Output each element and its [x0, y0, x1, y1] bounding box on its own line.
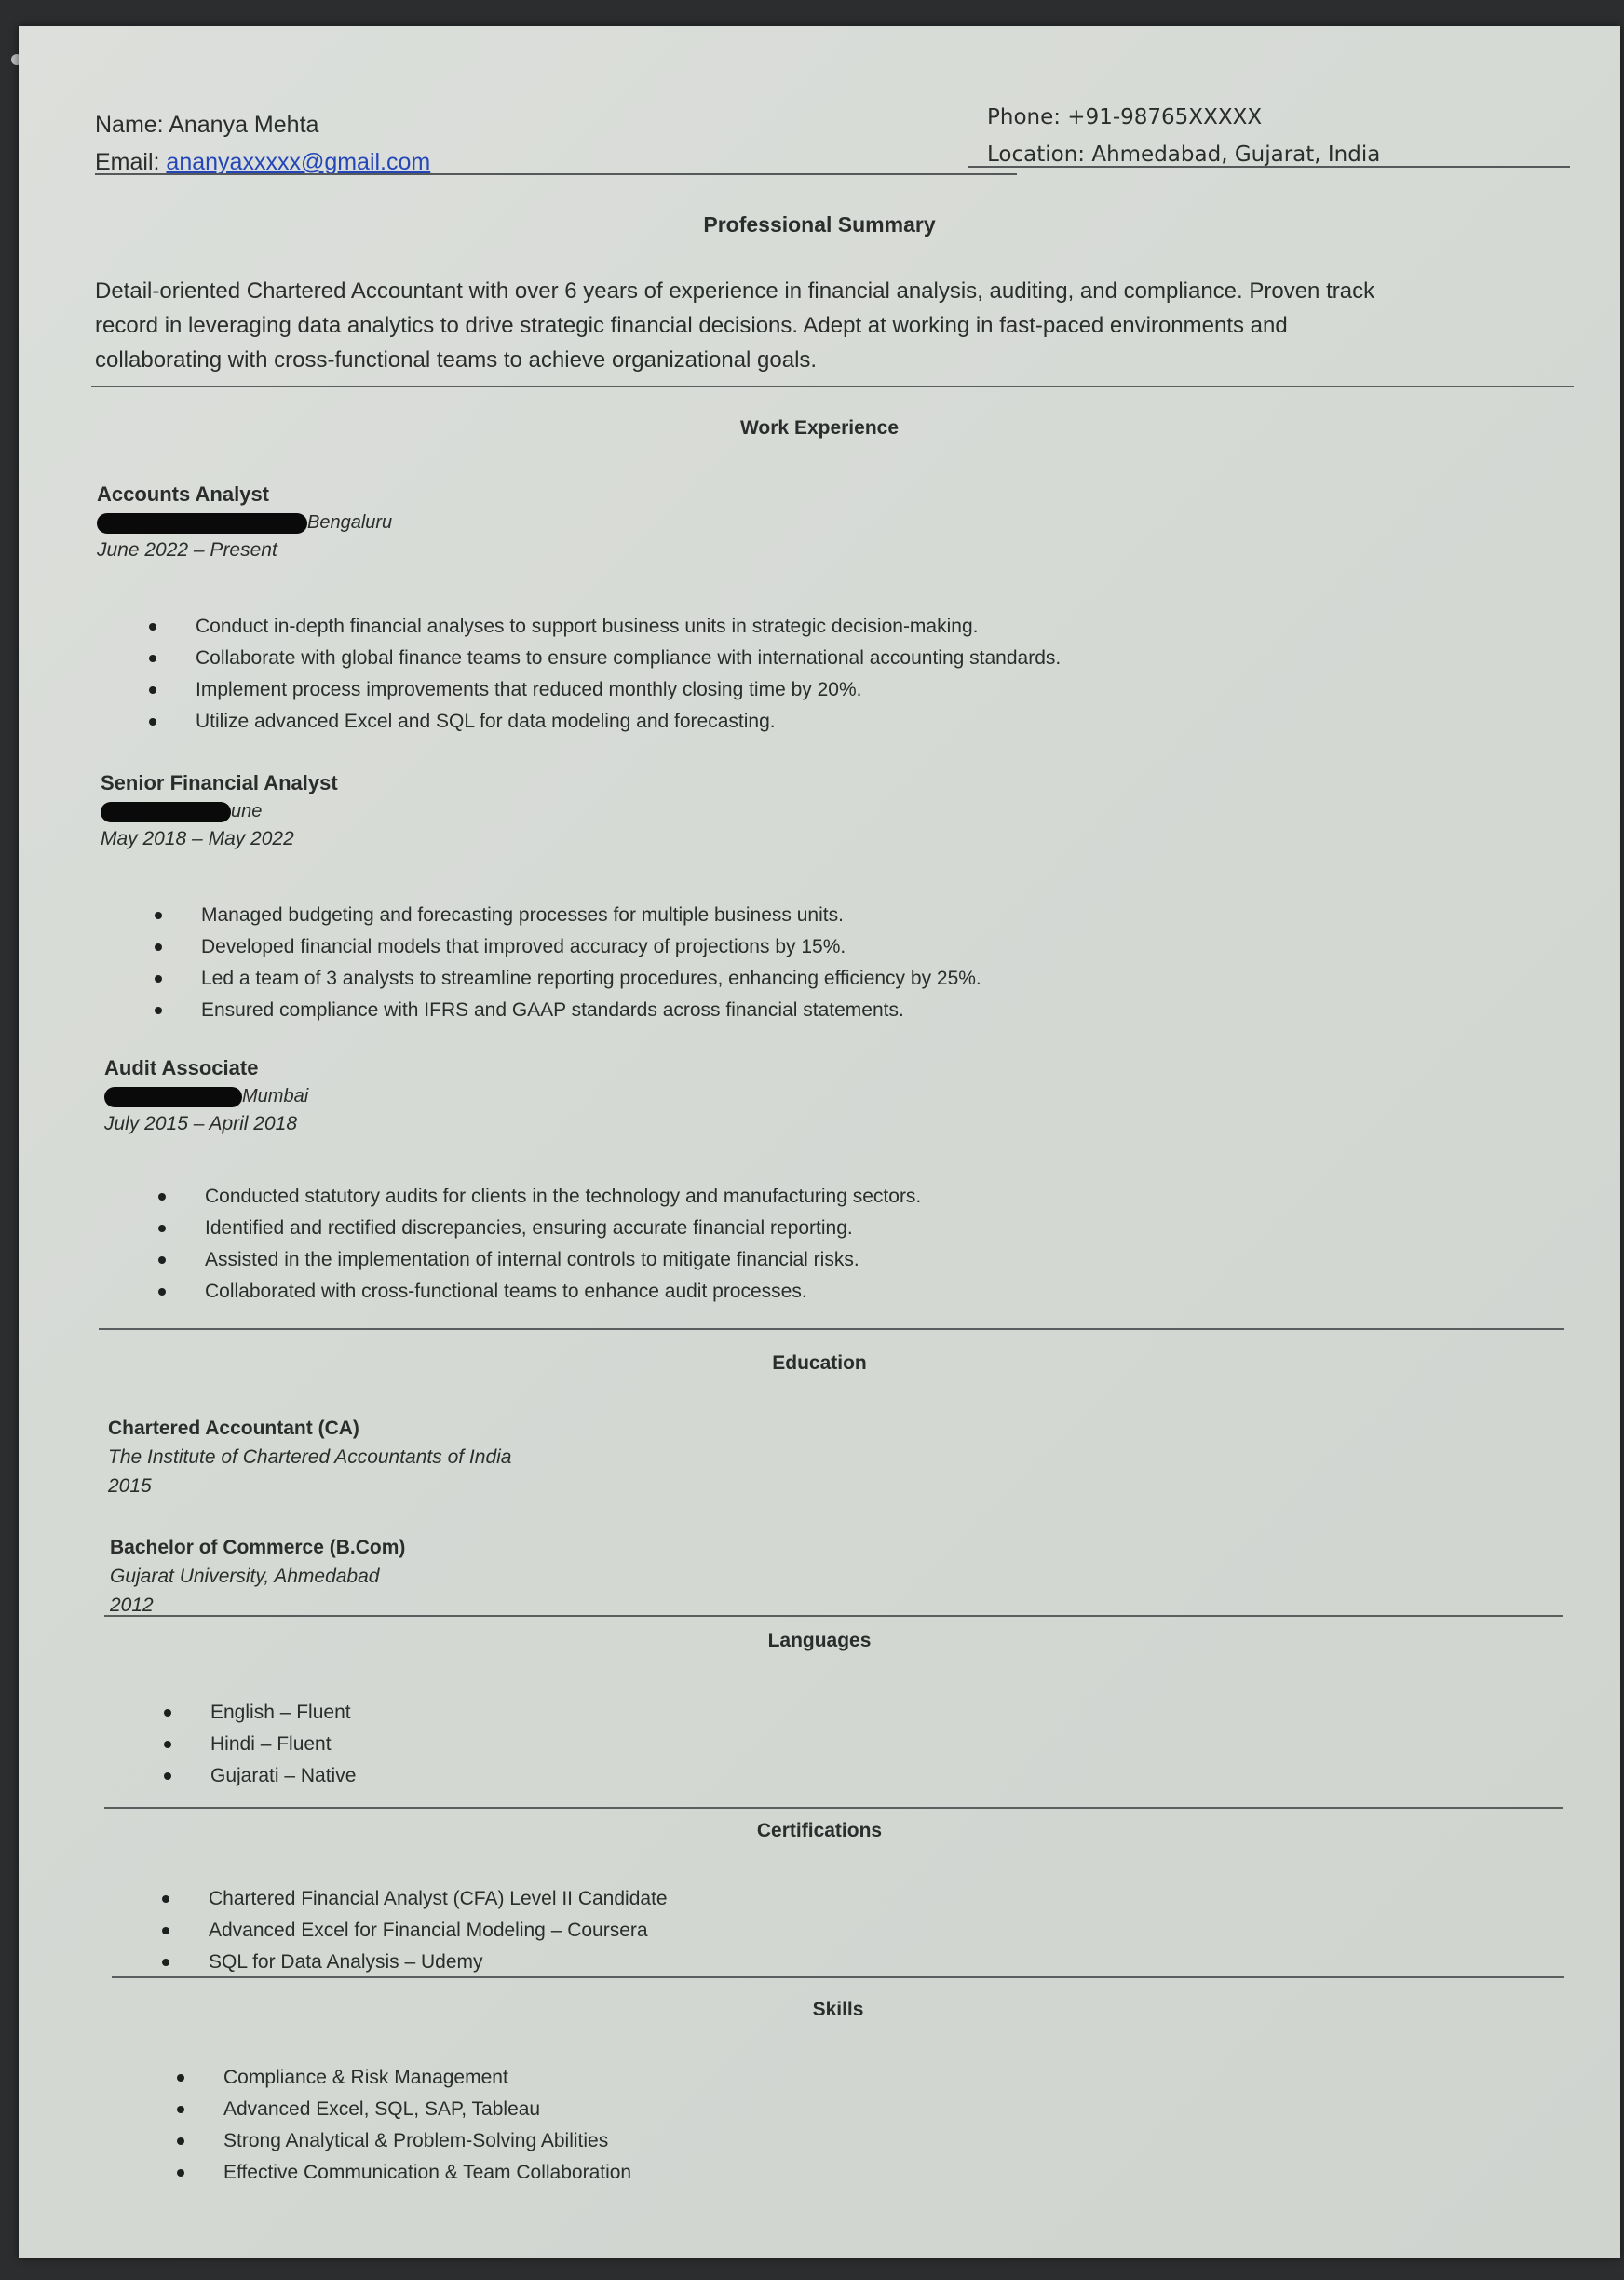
redacted-company [101, 802, 231, 822]
skills-list [177, 2062, 631, 2189]
job-title: Audit Associate [104, 1056, 259, 1079]
job-entry [101, 769, 338, 853]
list-item: English – Fluent [164, 1697, 356, 1729]
job-company [97, 509, 392, 536]
email-row [95, 143, 430, 181]
job-title: Senior Financial Analyst [101, 771, 338, 794]
redacted-company [104, 1087, 242, 1107]
summary-line: Detail-oriented Chartered Accountant with over 6 years of experience in financial analysis, auditing, and compliance. Proven track [95, 278, 1375, 304]
job-title: Accounts Analyst [97, 482, 270, 506]
job-bullets [158, 1181, 921, 1308]
list-item: Strong Analytical & Problem-Solving Abilities [177, 2125, 631, 2157]
section-divider [91, 386, 1574, 387]
list-item: Conduct in-depth financial analyses to support business units in strategic decision-making. [149, 611, 1061, 643]
job-location: Mumbai [242, 1086, 309, 1106]
email-link[interactable]: ananyaxxxxx@gmail.com [166, 149, 431, 175]
list-item: Advanced Excel, SQL, SAP, Tableau [177, 2094, 631, 2125]
certifications-list [162, 1883, 668, 1978]
summary-heading: Professional Summary [703, 212, 936, 237]
section-divider [104, 1807, 1563, 1809]
list-item: Developed financial models that improved accuracy of projections by 15%. [155, 931, 981, 963]
candidate-name: Name: Ananya Mehta [95, 112, 319, 138]
education-heading: Education [772, 1352, 867, 1374]
job-location: une [231, 801, 263, 821]
edu-institution: Gujarat University, Ahmedabad [110, 1566, 380, 1587]
list-item: Effective Communication & Team Collaboration [177, 2157, 631, 2189]
section-divider [99, 1328, 1564, 1330]
contact-header [95, 106, 1577, 199]
job-entry [104, 1054, 308, 1138]
job-company [104, 1082, 308, 1110]
edu-year: 2015 [108, 1475, 152, 1497]
list-item: Implement process improvements that reduced monthly closing time by 20%. [149, 674, 1061, 706]
languages-heading: Languages [767, 1630, 872, 1651]
list-item: Chartered Financial Analyst (CFA) Level II Candidate [162, 1883, 668, 1915]
job-bullets [149, 611, 1061, 738]
contact-left [95, 106, 430, 181]
summary-text [95, 274, 1520, 377]
list-item: SQL for Data Analysis – Udemy [162, 1947, 668, 1978]
list-item: Collaborated with cross-functional teams to enhance audit processes. [158, 1276, 921, 1308]
list-item: Gujarati – Native [164, 1760, 356, 1792]
list-item: Managed budgeting and forecasting processes for multiple business units. [155, 900, 981, 931]
section-divider [112, 1976, 1564, 1978]
list-item: Led a team of 3 analysts to streamline reporting procedures, enhancing efficiency by 25%. [155, 963, 981, 995]
summary-line: collaborating with cross-functional teams to achieve organizational goals. [95, 347, 818, 373]
languages-list [164, 1697, 356, 1792]
resume-page [19, 26, 1620, 2258]
redacted-company [97, 513, 307, 534]
skills-heading: Skills [812, 1999, 864, 2020]
job-dates: May 2018 – May 2022 [101, 828, 294, 849]
list-item: Conducted statutory audits for clients in the technology and manufacturing sectors. [158, 1181, 921, 1213]
work-heading: Work Experience [739, 417, 900, 439]
list-item: Collaborate with global finance teams to ensure compliance with international accounting standards. [149, 643, 1061, 674]
job-dates: June 2022 – Present [97, 539, 277, 561]
edu-year: 2012 [110, 1595, 154, 1616]
certifications-heading: Certifications [756, 1820, 883, 1841]
list-item: Utilize advanced Excel and SQL for data modeling and forecasting. [149, 706, 1061, 738]
edu-degree: Chartered Accountant (CA) [108, 1418, 359, 1439]
header-divider-right [968, 166, 1570, 168]
job-company [101, 797, 338, 825]
email-label: Email: [95, 149, 160, 175]
location: Location: Ahmedabad, Gujarat, India [987, 142, 1381, 167]
list-item: Compliance & Risk Management [177, 2062, 631, 2094]
list-item: Assisted in the implementation of internal controls to mitigate financial risks. [158, 1244, 921, 1276]
edu-degree: Bachelor of Commerce (B.Com) [110, 1537, 406, 1558]
job-bullets [155, 900, 981, 1026]
education-entry [110, 1533, 405, 1620]
job-location: Bengaluru [307, 512, 393, 533]
list-item: Advanced Excel for Financial Modeling – Coursera [162, 1915, 668, 1947]
section-divider [104, 1615, 1563, 1617]
list-item: Identified and rectified discrepancies, ensuring accurate financial reporting. [158, 1213, 921, 1244]
edu-institution: The Institute of Chartered Accountants of India [108, 1446, 512, 1468]
list-item: Hindi – Fluent [164, 1729, 356, 1760]
header-divider-left [95, 173, 1017, 175]
summary-line: record in leveraging data analytics to drive strategic financial decisions. Adept at working in fast-paced environments and [95, 313, 1288, 338]
phone-number: Phone: +91-98765XXXXX [987, 105, 1263, 129]
list-item: Ensured compliance with IFRS and GAAP standards across financial statements. [155, 995, 981, 1026]
job-dates: July 2015 – April 2018 [104, 1113, 298, 1134]
education-entry [108, 1414, 511, 1500]
job-entry [97, 481, 392, 564]
contact-right [987, 99, 1380, 173]
